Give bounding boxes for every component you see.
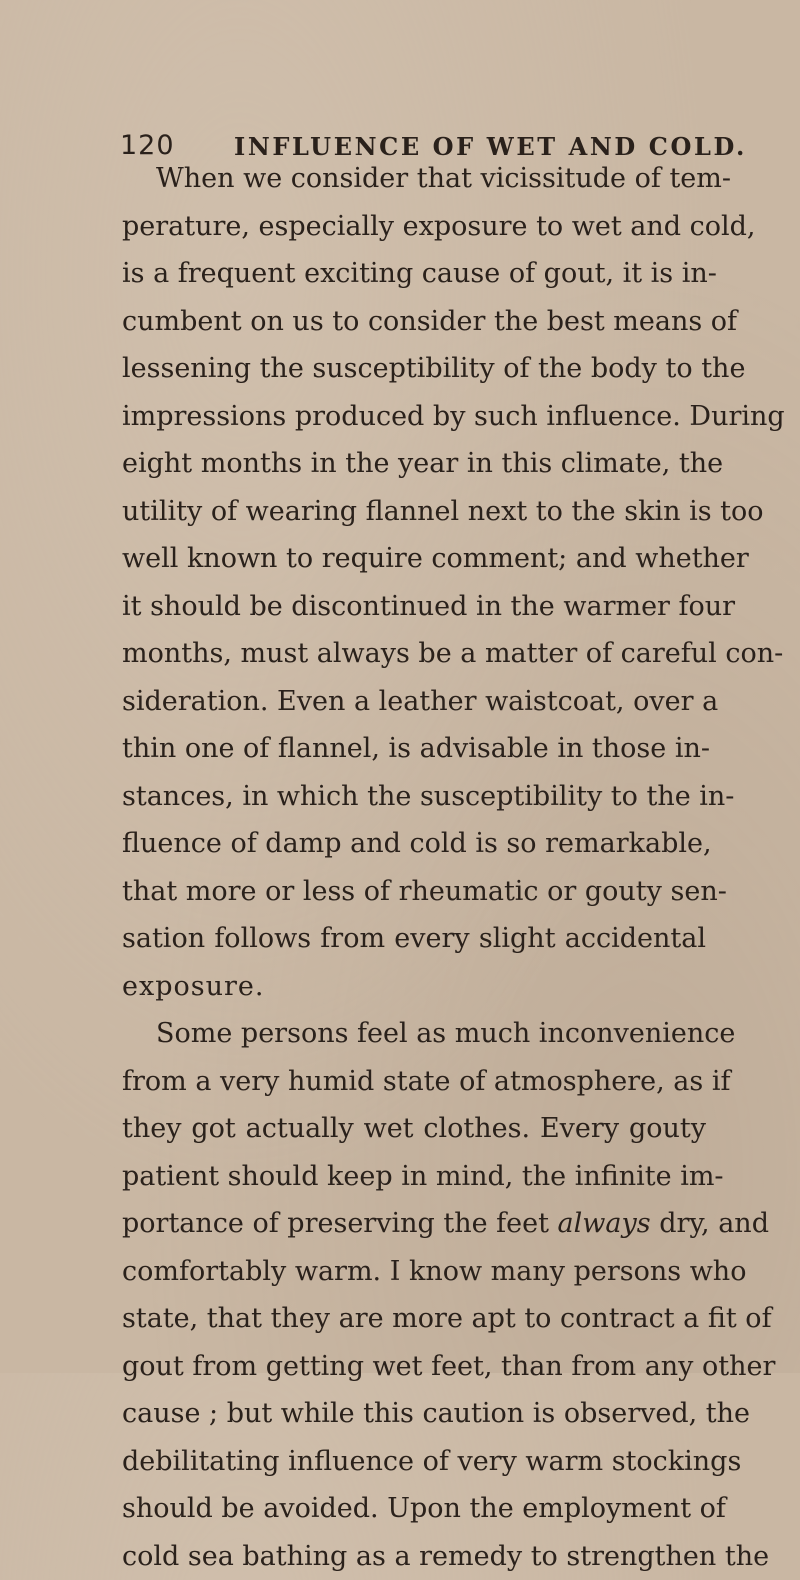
text-line: they got actually wet clothes. Every gouty [122, 1105, 706, 1153]
text-line: that more or less of rheumatic or gouty sen- [122, 868, 706, 916]
text-line: perature, especially exposure to wet and cold, [122, 203, 706, 251]
paragraph-1 [122, 155, 706, 1010]
text-line: debilitating influence of very warm stockings [122, 1438, 706, 1486]
italic-emphasis: always [558, 1208, 651, 1239]
text-line: cumbent on us to consider the best means of [122, 298, 706, 346]
text-line: impressions produced by such influence. During [122, 393, 706, 441]
text-line: cause ; but while this caution is observed, the [122, 1390, 706, 1438]
text-segment: portance of preserving the feet [122, 1208, 558, 1239]
text-line: from a very humid state of atmosphere, as if [122, 1058, 706, 1106]
text-line-with-italic [122, 1200, 706, 1248]
text-line: is a frequent exciting cause of gout, it is in- [122, 250, 706, 298]
body-text [122, 155, 706, 1580]
text-line: When we consider that vicissitude of tem- [122, 155, 706, 203]
text-line: well known to require comment; and whether [122, 535, 706, 583]
text-line: Some persons feel as much inconvenience [122, 1010, 706, 1058]
text-line: stances, in which the susceptibility to the in- [122, 773, 706, 821]
text-line: state, that they are more apt to contract a fit of [122, 1295, 706, 1343]
text-line: comfortably warm. I know many persons who [122, 1248, 706, 1296]
text-line: cold sea bathing as a remedy to strengthen the [122, 1533, 706, 1580]
text-line: eight months in the year in this climate, the [122, 440, 706, 488]
text-line: patient should keep in mind, the infinite im- [122, 1153, 706, 1201]
text-line: should be avoided. Upon the employment of [122, 1485, 706, 1533]
page-number: 120 [120, 130, 175, 161]
running-title: INFLUENCE OF WET AND COLD. [234, 132, 747, 161]
text-line: fluence of damp and cold is so remarkable, [122, 820, 706, 868]
text-line: thin one of flannel, is advisable in those in- [122, 725, 706, 773]
text-line: lessening the susceptibility of the body to the [122, 345, 706, 393]
text-line: months, must always be a matter of careful con- [122, 630, 706, 678]
text-line: it should be discontinued in the warmer four [122, 583, 706, 631]
text-line: sideration. Even a leather waistcoat, over a [122, 678, 706, 726]
text-line: gout from getting wet feet, than from any other [122, 1343, 706, 1391]
paragraph-2 [122, 1010, 706, 1580]
text-segment: dry, and [651, 1208, 769, 1239]
text-line: sation follows from every slight accidental [122, 915, 706, 963]
text-line: exposure. [122, 963, 706, 1011]
text-line: utility of wearing flannel next to the skin is too [122, 488, 706, 536]
